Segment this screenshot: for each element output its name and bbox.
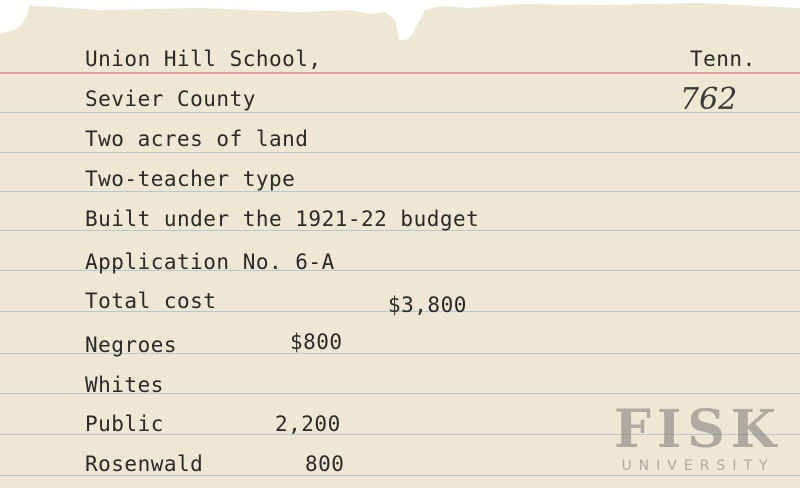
public-label: Public [85, 412, 164, 436]
total-cost-label: Total cost [85, 289, 217, 313]
school-type: Two-teacher type [85, 167, 296, 191]
school-name: Union Hill School, [85, 47, 322, 71]
public-value: 2,200 [275, 412, 341, 436]
ruled-line [0, 152, 800, 153]
land: Two acres of land [85, 127, 309, 151]
county: Sevier County [85, 87, 256, 111]
state: Tenn. [690, 47, 756, 71]
watermark-subtitle: UNIVERSITY [621, 458, 775, 474]
whites-label: Whites [85, 373, 164, 397]
negroes-label: Negroes [85, 333, 178, 357]
application-number: Application No. 6-A [85, 250, 335, 274]
rosenwald-value: 800 [305, 452, 345, 476]
budget: Built under the 1921-22 budget [85, 207, 480, 231]
watermark-word: FISK [614, 399, 782, 460]
negroes-value: $800 [290, 330, 343, 354]
fisk-university-watermark [606, 399, 790, 478]
handwritten-number: 762 [680, 82, 738, 117]
total-cost-value: $3,800 [388, 293, 467, 317]
torn-top-edge [0, 0, 800, 40]
ruled-line [0, 191, 800, 192]
rosenwald-label: Rosenwald [85, 452, 204, 476]
header-rule [0, 72, 800, 74]
